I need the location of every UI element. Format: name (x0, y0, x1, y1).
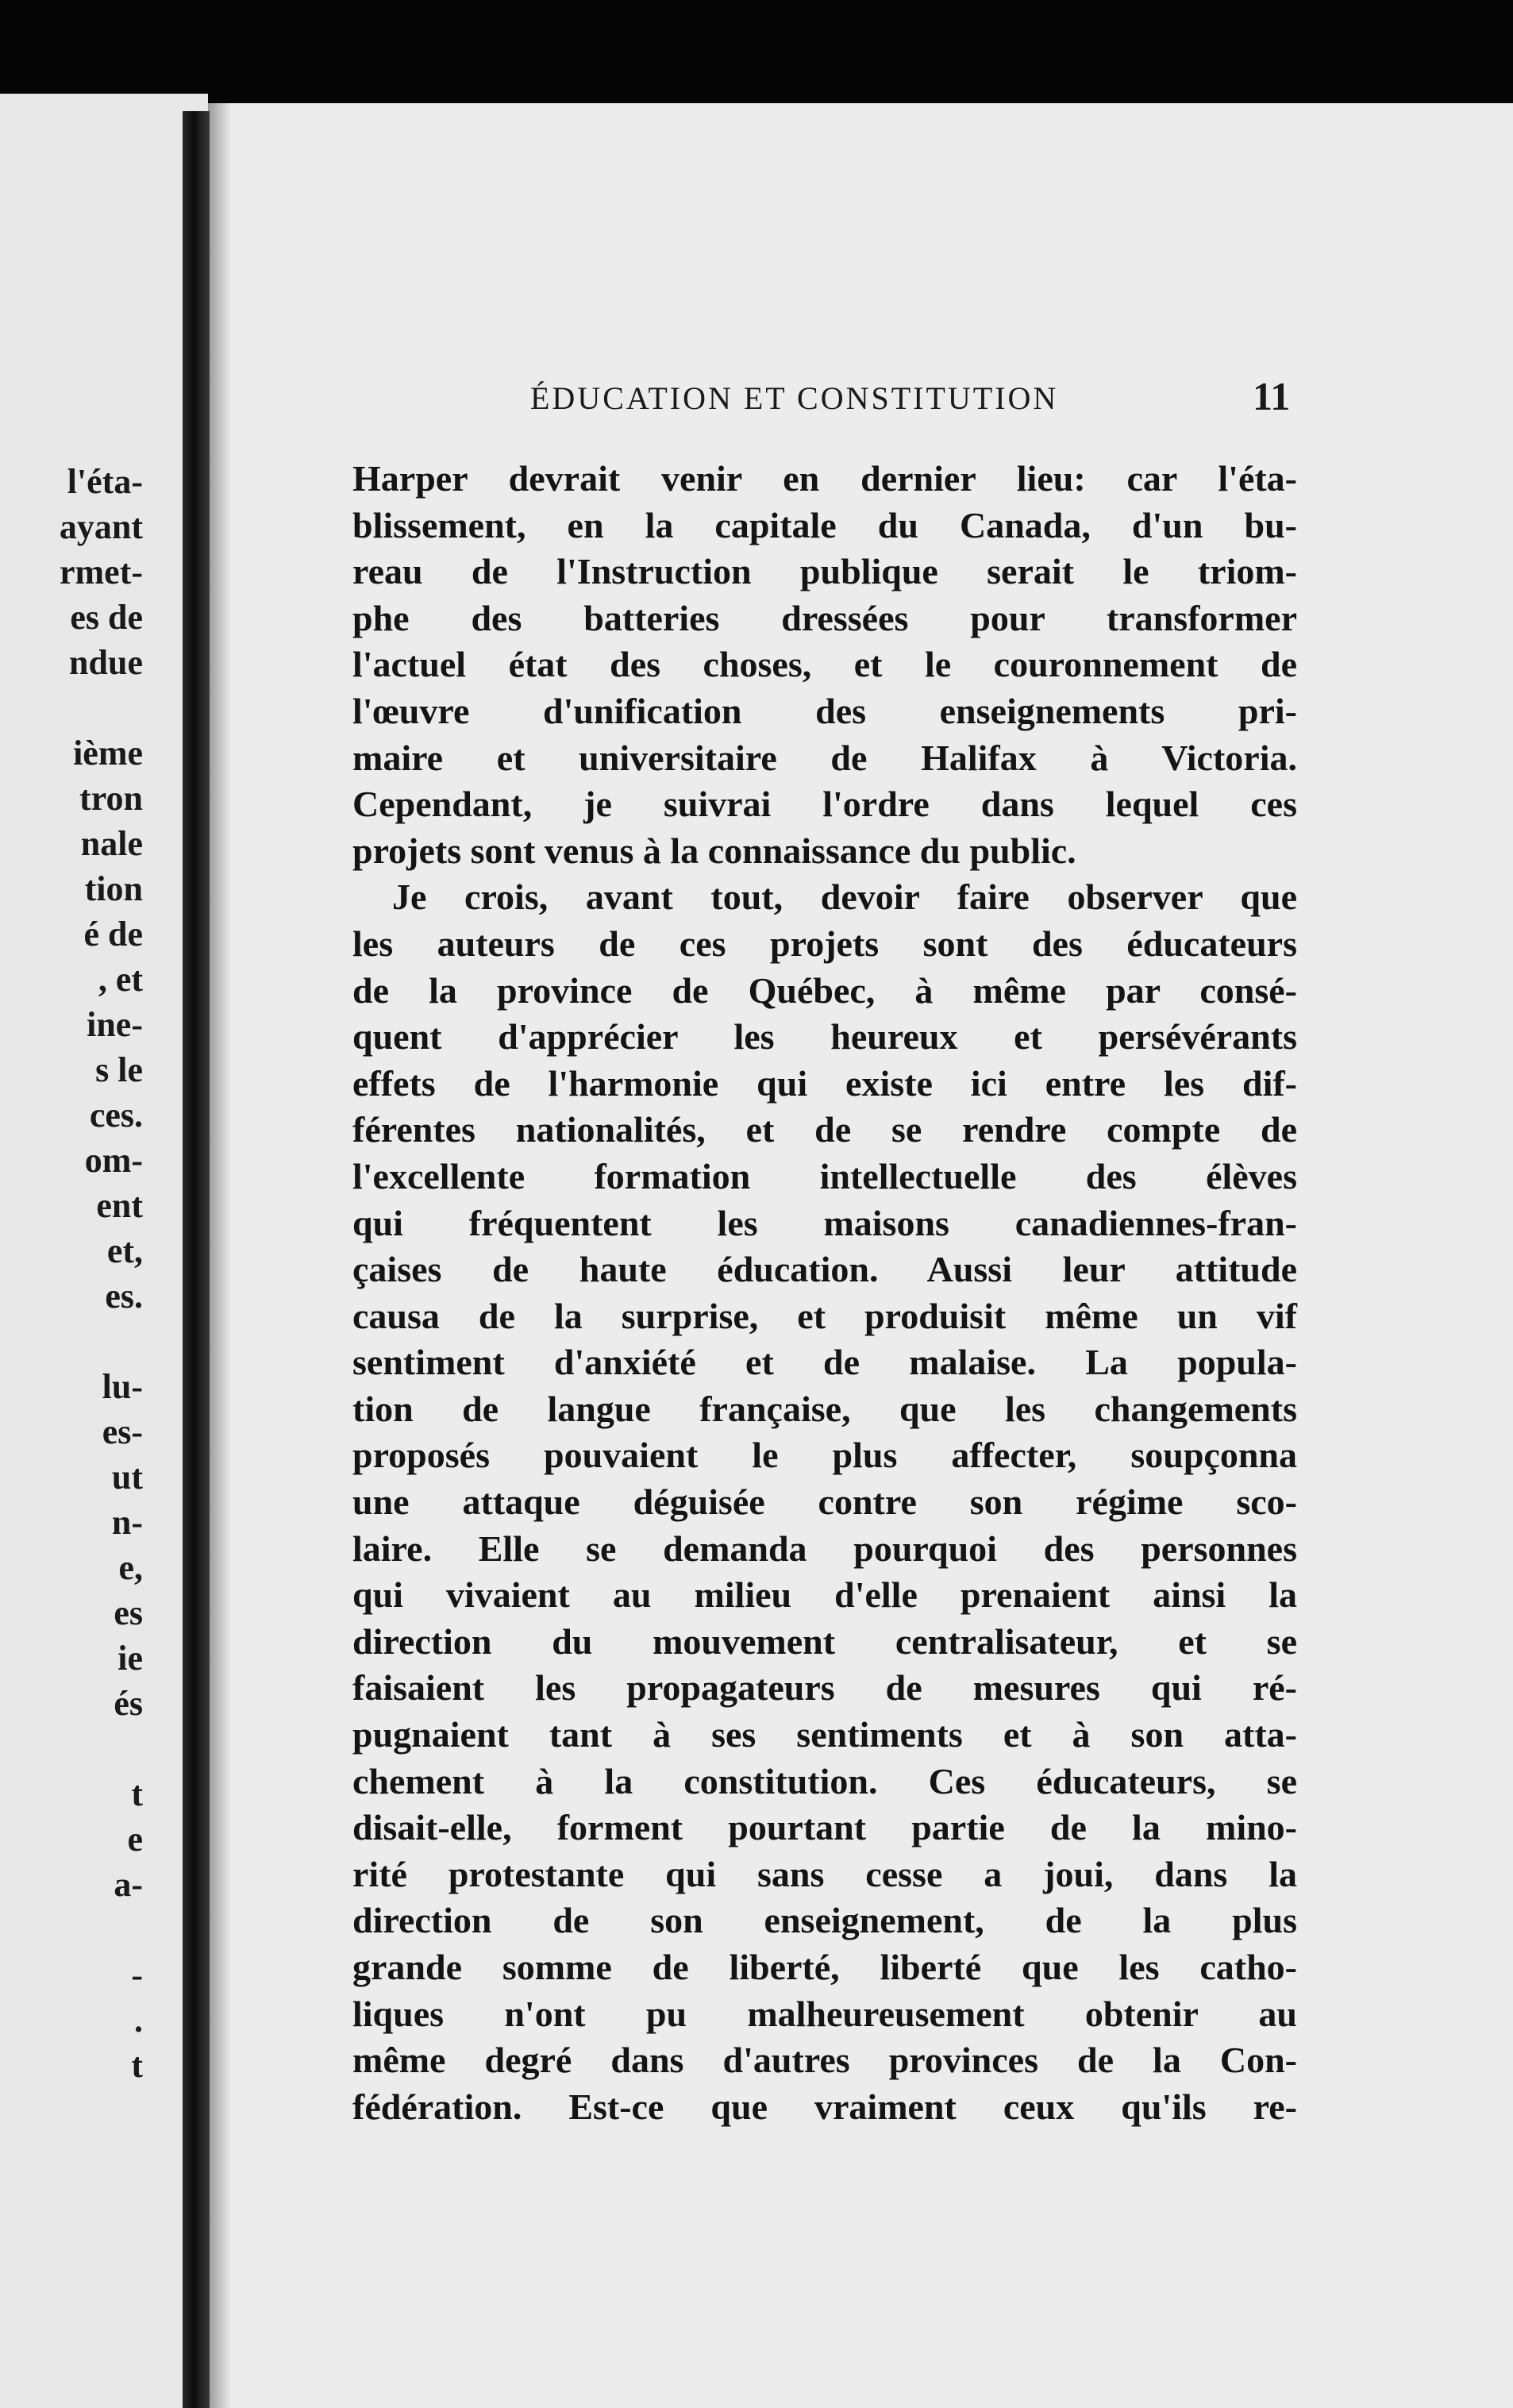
text-line: l'excellente formation intellectuelle des élèves (352, 1155, 1297, 1196)
text-line: blissement, en la capitale du Canada, d'un bu- (352, 504, 1297, 545)
previous-page-line: és (114, 1684, 143, 1723)
text-line: Harper devrait venir en dernier lieu: car l'éta- (352, 458, 1297, 499)
previous-page-line: l'éta- (67, 462, 143, 501)
text-line: direction de son enseignement, de la plus (352, 1900, 1297, 1941)
page-edge-shadow (208, 103, 232, 2408)
previous-page-line: é de (83, 915, 143, 954)
previous-page-line: e (127, 1820, 143, 1859)
text-line: sentiment d'anxiété et de malaise. La popula- (352, 1342, 1297, 1383)
previous-page-line: ut (111, 1458, 143, 1497)
text-line: une attaque déguisée contre son régime sco- (352, 1481, 1297, 1523)
previous-page-line: ent (96, 1186, 143, 1225)
previous-page-line: es- (102, 1412, 143, 1451)
previous-page-line (0, 1319, 143, 1364)
previous-page-text (0, 459, 143, 2088)
text-line: les auteurs de ces projets sont des éducateurs (352, 923, 1297, 964)
previous-page-line: tron (79, 779, 143, 818)
text-line: Je crois, avant tout, devoir faire observer que (392, 877, 1297, 918)
previous-page-line: es de (70, 598, 143, 637)
text-line: liques n'ont pu malheureusement obtenir au (352, 1993, 1297, 2034)
previous-page-fragment (0, 94, 208, 2408)
text-line: faisaient les propagateurs de mesures qui ré- (352, 1667, 1297, 1709)
book-gutter (183, 111, 210, 2408)
text-line: pugnaient tant à ses sentiments et à son atta- (352, 1714, 1297, 1755)
previous-page-line: n- (111, 1503, 143, 1542)
text-line: çaises de haute éducation. Aussi leur attitude (352, 1249, 1297, 1290)
previous-page-line: - (131, 1955, 143, 1994)
previous-page-line: s le (95, 1050, 143, 1089)
previous-page-line: a- (114, 1865, 143, 1904)
previous-page-line: om- (84, 1141, 143, 1180)
previous-page-line: ine- (87, 1005, 143, 1044)
text-line: quent d'apprécier les heureux et persévérants (352, 1016, 1297, 1058)
previous-page-line: ayant (59, 507, 143, 546)
previous-page-line: ces. (89, 1096, 143, 1135)
previous-page-line: rmet- (59, 553, 143, 591)
text-line: férentes nationalités, et de se rendre compte de (352, 1109, 1297, 1150)
page-number: 11 (1253, 374, 1291, 418)
text-line: l'actuel état des choses, et le couronnement de (352, 644, 1297, 685)
text-line: même degré dans d'autres provinces de la Con- (352, 2040, 1297, 2081)
text-line: laire. Elle se demanda pourquoi des personnes (352, 1528, 1297, 1569)
text-line: phe des batteries dressées pour transformer (352, 597, 1297, 638)
text-line: rité protestante qui sans cesse a joui, dans la (352, 1853, 1297, 1894)
text-line: causa de la surprise, et produisit même un vif (352, 1295, 1297, 1336)
text-line: maire et universitaire de Halifax à Victoria. (352, 737, 1297, 778)
previous-page-line (0, 1726, 143, 1771)
previous-page-line: t (131, 2046, 143, 2085)
previous-page-line: e, (118, 1548, 143, 1587)
text-line: Cependant, je suivrai l'ordre dans lequel ces (352, 784, 1297, 825)
text-line: projets sont venus à la connaissance du public. (352, 830, 1076, 871)
previous-page-line: es (114, 1593, 143, 1632)
text-line: proposés pouvaient le plus affecter, soupçonna (352, 1435, 1297, 1476)
running-head: ÉDUCATION ET CONSTITUTION (530, 380, 1059, 416)
text-line: tion de langue française, que les changements (352, 1388, 1297, 1429)
text-line: disait-elle, forment pourtant partie de la mino- (352, 1807, 1297, 1848)
body-text (352, 456, 1297, 2130)
previous-page-line: . (134, 2001, 143, 2040)
text-line: de la province de Québec, à même par consé- (352, 969, 1297, 1011)
text-line: grande somme de liberté, liberté que les catho- (352, 1947, 1297, 1987)
previous-page-line: ie (117, 1639, 143, 1678)
text-line: qui fréquentent les maisons canadiennes-fran- (352, 1202, 1297, 1243)
text-line: direction du mouvement centralisateur, et se (352, 1620, 1297, 1662)
previous-page-line (0, 685, 143, 730)
previous-page-line: tion (84, 869, 143, 908)
text-line: fédération. Est-ce que vraiment ceux qu'ils re- (352, 2086, 1297, 2127)
previous-page-line: ième (73, 734, 143, 772)
previous-page-line: t (131, 1774, 143, 1813)
previous-page-line: lu- (102, 1367, 143, 1406)
previous-page-line: , et (98, 960, 143, 999)
previous-page-line: es. (105, 1277, 143, 1316)
text-line: chement à la constitution. Ces éducateurs, se (352, 1760, 1297, 1801)
previous-page-line: ndue (69, 643, 143, 682)
previous-page-line: nale (80, 824, 143, 863)
text-line: qui vivaient au milieu d'elle prenaient ainsi la (352, 1574, 1297, 1616)
previous-page-line: et, (106, 1231, 143, 1270)
text-line: reau de l'Instruction publique serait le triom- (352, 551, 1297, 592)
text-line: l'œuvre d'unification des enseignements pri- (352, 690, 1297, 731)
previous-page-line (0, 1907, 143, 1952)
text-line: effets de l'harmonie qui existe ici entre les dif- (352, 1062, 1297, 1104)
